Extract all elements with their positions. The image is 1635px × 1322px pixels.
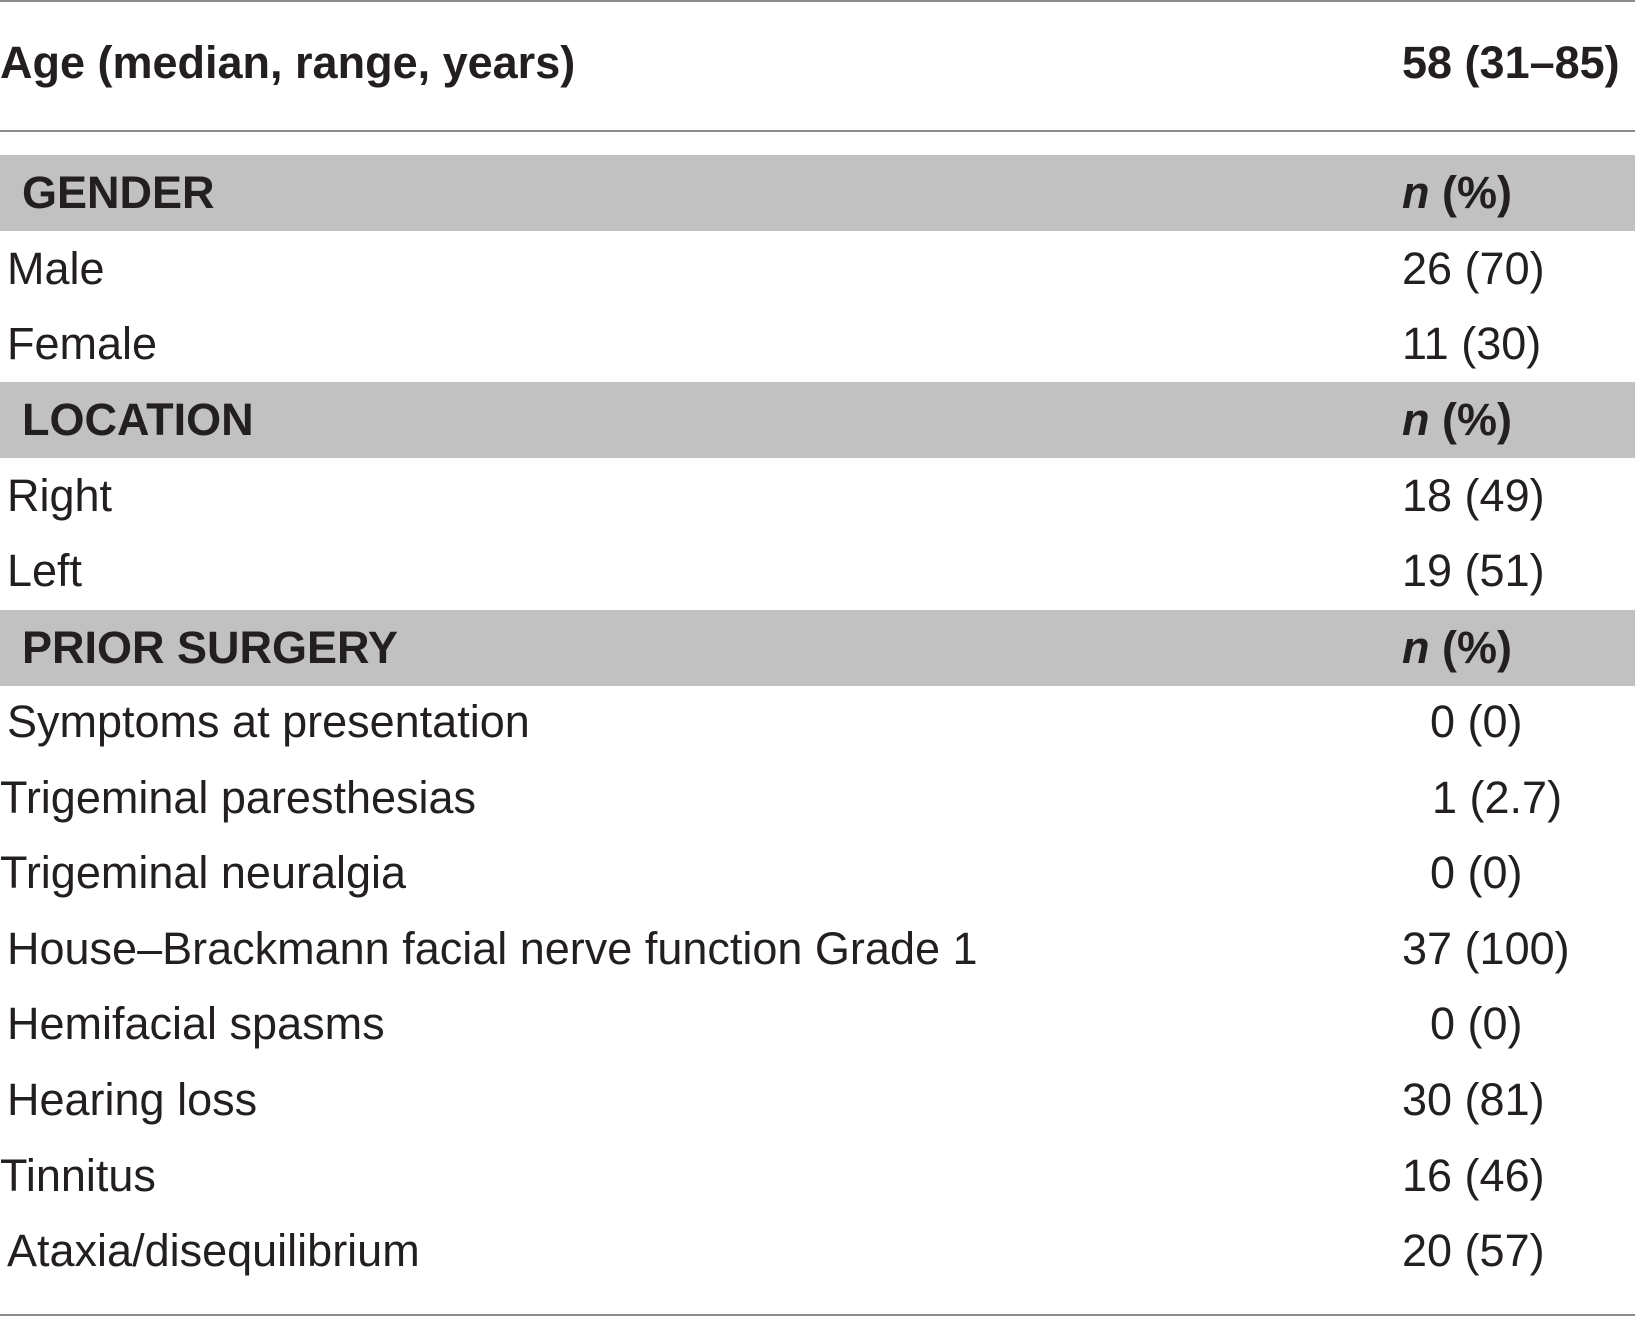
table-row xyxy=(0,1213,1635,1289)
column-heading: n (%) xyxy=(1402,167,1512,218)
row-label: Left xyxy=(7,545,83,596)
row-label: Symptoms at presentation xyxy=(7,696,530,747)
row-label: House–Brackmann facial nerve function Grade 1 xyxy=(7,923,978,974)
section-location xyxy=(0,382,1635,458)
bottom-rule xyxy=(0,1314,1635,1316)
row-value: 26 (70) xyxy=(1402,243,1545,294)
table-row xyxy=(0,911,1635,987)
table-row xyxy=(0,533,1635,609)
header-value: 58 (31–85) xyxy=(1402,37,1620,88)
row-label: Right xyxy=(7,470,113,521)
column-heading: n (%) xyxy=(1402,622,1512,673)
row-value: 30 (81) xyxy=(1402,1074,1545,1125)
table-row xyxy=(0,1062,1635,1138)
section-prior-surgery xyxy=(0,610,1635,686)
table-row xyxy=(0,458,1635,534)
row-label: Male xyxy=(7,243,105,294)
row-label: Ataxia/disequilibrium xyxy=(7,1225,420,1276)
row-value: 20 (57) xyxy=(1402,1225,1545,1276)
section-title: GENDER xyxy=(22,167,215,218)
row-label: Female xyxy=(7,318,158,369)
table-row xyxy=(0,231,1635,307)
row-value: 0 (0) xyxy=(1430,847,1523,898)
row-value: 18 (49) xyxy=(1402,470,1545,521)
header-label: Age (median, range, years) xyxy=(0,37,576,88)
row-value: 19 (51) xyxy=(1402,545,1545,596)
row-value: 0 (0) xyxy=(1430,696,1523,747)
table-row xyxy=(0,684,1635,760)
row-value: 1 (2.7) xyxy=(1432,772,1563,823)
section-title: LOCATION xyxy=(22,394,254,445)
row-value: 0 (0) xyxy=(1430,998,1523,1049)
table-row xyxy=(0,760,1635,836)
row-value: 16 (46) xyxy=(1402,1150,1545,1201)
header-rule xyxy=(0,130,1635,132)
row-value: 11 (30) xyxy=(1402,318,1542,369)
table-row xyxy=(0,986,1635,1062)
row-label: Hearing loss xyxy=(7,1074,258,1125)
row-label: Trigeminal paresthesias xyxy=(0,772,477,823)
table-row xyxy=(0,835,1635,911)
section-gender xyxy=(0,155,1635,231)
section-title: PRIOR SURGERY xyxy=(22,622,398,673)
row-label: Trigeminal neuralgia xyxy=(0,847,407,898)
table-row xyxy=(0,1138,1635,1214)
column-heading: n (%) xyxy=(1402,394,1512,445)
header-row xyxy=(0,0,1635,126)
row-label: Hemifacial spasms xyxy=(7,998,385,1049)
table-row xyxy=(0,306,1635,382)
row-value: 37 (100) xyxy=(1402,923,1570,974)
row-label: Tinnitus xyxy=(0,1150,156,1201)
